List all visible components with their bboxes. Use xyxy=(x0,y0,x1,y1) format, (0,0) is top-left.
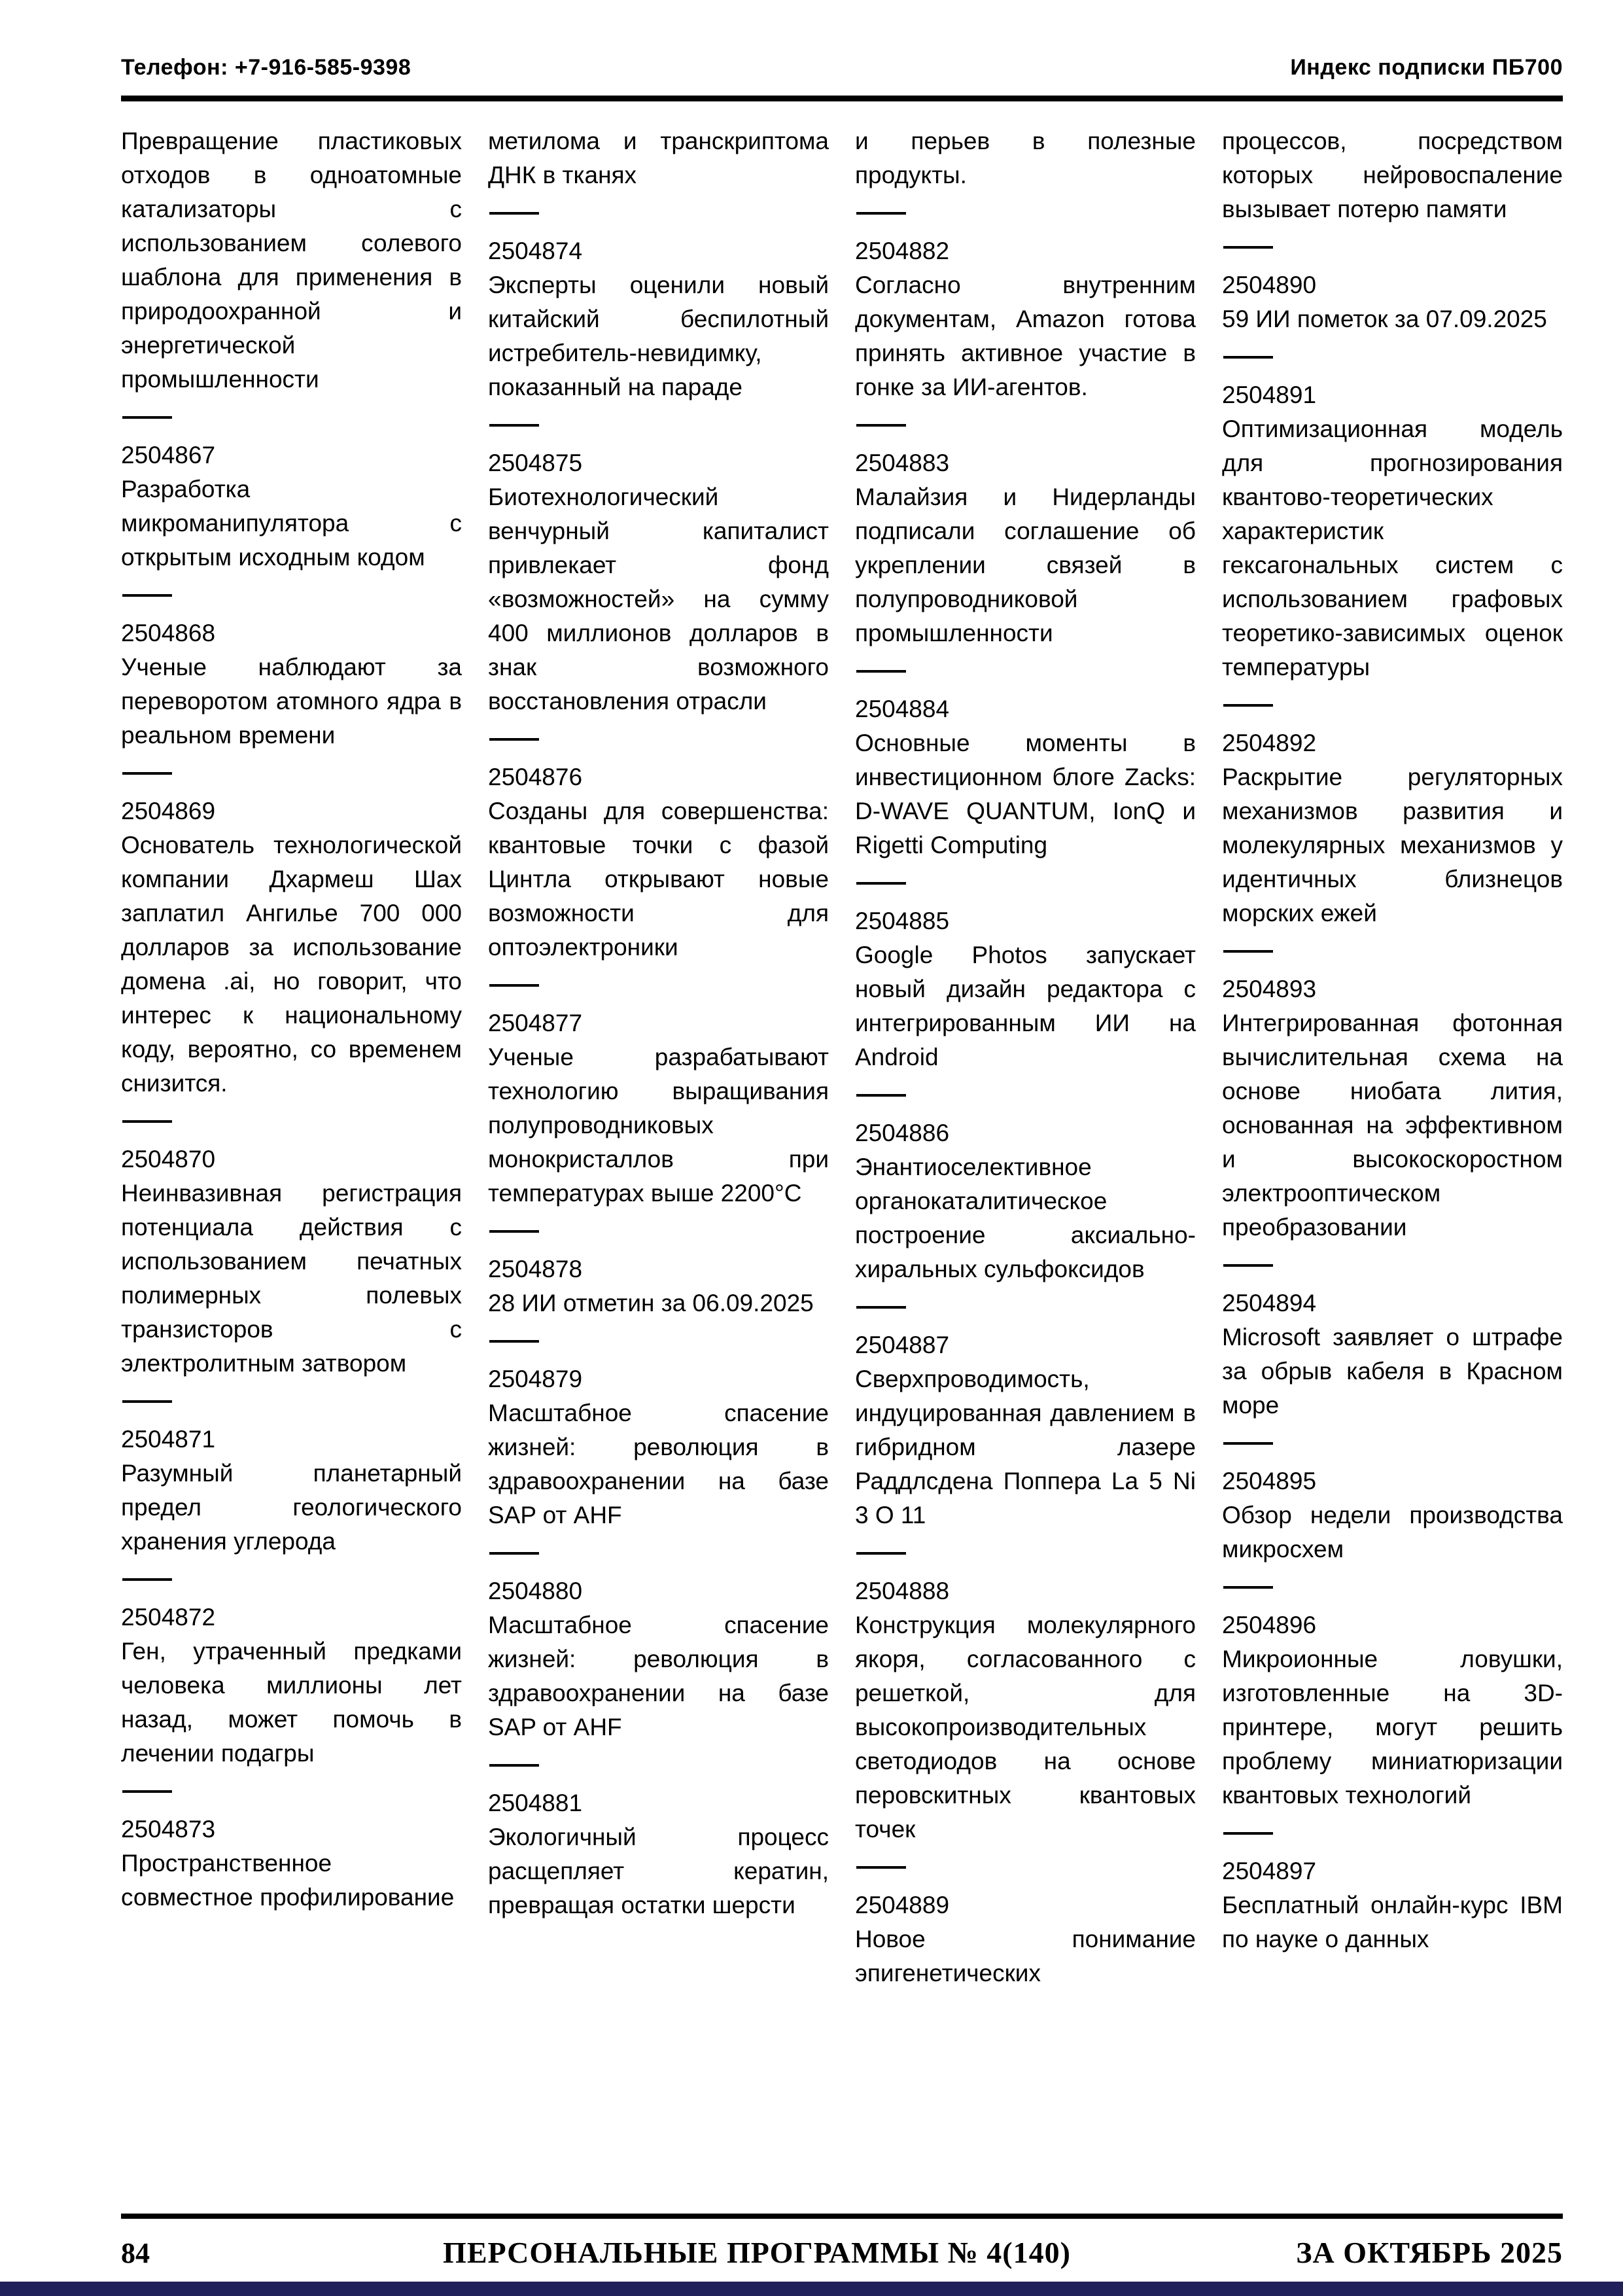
entry-separator xyxy=(122,416,172,419)
entry-id: 2504893 xyxy=(1222,976,1317,1002)
entry-id: 2504895 xyxy=(1222,1468,1317,1494)
entry-id: 2504870 xyxy=(121,1146,216,1173)
entry-title: Бесплатный онлайн-курс IBM по науке о данных xyxy=(1222,1892,1563,1952)
entry-separator xyxy=(489,1552,539,1555)
entry-title: 59 ИИ пометок за 07.09.2025 xyxy=(1222,306,1547,332)
entry-separator xyxy=(489,1230,539,1233)
entry-id: 2504888 xyxy=(855,1578,950,1604)
entry-continuation-text: процессов, посредством которых нейровоспаление вызывает потерю памяти xyxy=(1222,128,1563,222)
phone-label: Телефон: +7-916-585-9398 xyxy=(121,55,411,80)
bottom-edge-bar xyxy=(0,2282,1623,2296)
entry-title: Ученые разрабатывают технологию выращивания полупроводниковых монокристаллов при температурах выше 2200°C xyxy=(488,1044,829,1207)
entry-title: Конструкция молекулярного якоря, согласованного с решеткой, для высокопроизводительных светодиодов на основе перовскитных квантовых точек xyxy=(855,1612,1196,1843)
header-rule xyxy=(121,96,1563,101)
entry-separator xyxy=(856,424,906,427)
entry-id: 2504889 xyxy=(855,1892,950,1918)
entry-title: Биотехнологический венчурный капиталист привлекает фонд «возможностей» на сумму 400 миллионов долларов в знак возможного восстановления отрасли xyxy=(488,484,829,715)
entry-separator xyxy=(1223,356,1273,359)
entry-title: Разумный планетарный предел геологического хранения углерода xyxy=(121,1460,462,1555)
entry-id: 2504892 xyxy=(1222,730,1317,756)
entry-separator xyxy=(856,1866,906,1869)
entry-title: Основные моменты в инвестиционном блоге Zacks: D-WAVE QUANTUM, IonQ и Rigetti Computing xyxy=(855,730,1196,858)
entry-id: 2504875 xyxy=(488,450,583,476)
entry-id: 2504877 xyxy=(488,1010,583,1036)
entry-separator xyxy=(489,212,539,215)
entry-title: Основатель технологической компании Дхармеш Шах заплатил Ангилье 700 000 долларов за использование домена .ai, но говорит, что интерес к национальному коду, вероятно, со временем снизится. xyxy=(121,832,462,1097)
entry-title: Созданы для совершенства: квантовые точки с фазой Цинтла открывают новые возможности для оптоэлектроники xyxy=(488,798,829,961)
entry-continuation-text: метилома и транскриптома ДНК в тканях xyxy=(488,128,829,188)
entry-separator xyxy=(1223,246,1273,249)
entry-separator xyxy=(1223,950,1273,953)
issue-label: ЗА ОКТЯБРЬ 2025 xyxy=(1296,2236,1563,2269)
journal-title: ПЕРСОНАЛЬНЫЕ ПРОГРАММЫ № 4(140) xyxy=(443,2236,1071,2269)
entry-id: 2504884 xyxy=(855,696,950,722)
entry-separator xyxy=(1223,1586,1273,1589)
entry-title: Новое понимание эпигенетических xyxy=(855,1926,1196,1987)
entry-separator xyxy=(489,424,539,427)
footer-rule xyxy=(121,2214,1563,2219)
entry-title: Масштабное спасение жизней: революция в здравоохранении на базе SAP от AHF xyxy=(488,1612,829,1740)
entry-separator xyxy=(122,1790,172,1793)
entry-separator xyxy=(856,212,906,215)
entry-title: Интегрированная фотонная вычислительная схема на основе ниобата лития, основанная на эффективном и высокоскоростном электрооптическом преобразовании xyxy=(1222,1010,1563,1241)
page-header xyxy=(121,55,1563,80)
entry-separator xyxy=(489,984,539,987)
entry-separator xyxy=(122,1578,172,1581)
entry-title: 28 ИИ отметин за 06.09.2025 xyxy=(488,1290,814,1316)
entry-id: 2504887 xyxy=(855,1332,950,1358)
entry-continuation-text: и перьев в полезные продукты. xyxy=(855,128,1196,188)
entry-separator xyxy=(122,1120,172,1123)
entry-title: Энантиоселективное органокаталитическое построение аксиально-хиральных сульфоксидов xyxy=(855,1154,1196,1282)
entry-id: 2504874 xyxy=(488,238,583,264)
entry-separator xyxy=(856,882,906,885)
entry-id: 2504869 xyxy=(121,798,216,824)
entry-id: 2504868 xyxy=(121,620,216,646)
entry-separator xyxy=(856,670,906,673)
entry-separator xyxy=(856,1094,906,1097)
entry-id: 2504896 xyxy=(1222,1612,1317,1638)
entry-id: 2504885 xyxy=(855,908,950,934)
entry-separator xyxy=(122,594,172,597)
entry-separator xyxy=(489,1340,539,1343)
entry-title: Microsoft заявляет о штрафе за обрыв кабеля в Красном море xyxy=(1222,1324,1563,1419)
entry-title: Ученые наблюдают за переворотом атомного ядра в реальном времени xyxy=(121,654,462,749)
column-2 xyxy=(488,124,829,2210)
entry-title: Малайзия и Нидерланды подписали соглашение об укреплении связей в полупроводниковой промышленности xyxy=(855,484,1196,646)
entry-separator xyxy=(1223,1264,1273,1267)
entry-separator xyxy=(856,1552,906,1555)
entry-id: 2504867 xyxy=(121,442,216,468)
entry-title: Обзор недели производства микросхем xyxy=(1222,1502,1563,1563)
entry-id: 2504876 xyxy=(488,764,583,790)
entry-separator xyxy=(122,1400,172,1403)
content-columns xyxy=(121,124,1563,2210)
entry-title: Экологичный процесс расщепляет кератин, превращая остатки шерсти xyxy=(488,1824,829,1918)
entry-separator xyxy=(1223,704,1273,707)
entry-id: 2504897 xyxy=(1222,1858,1317,1884)
column-3 xyxy=(855,124,1196,2210)
entry-separator xyxy=(1223,1832,1273,1835)
entry-title: Пространственное совместное профилирование xyxy=(121,1850,455,1911)
entry-id: 2504878 xyxy=(488,1256,583,1282)
entry-id: 2504883 xyxy=(855,450,950,476)
entry-id: 2504890 xyxy=(1222,272,1317,298)
subscription-index-label: Индекс подписки ПБ700 xyxy=(1290,55,1563,80)
entry-title: Неинвазивная регистрация потенциала действия с использованием печатных полимерных полевых транзисторов с электролитным затвором xyxy=(121,1180,462,1377)
entry-title: Google Photos запускает новый дизайн редактора с интегрированным ИИ на Android xyxy=(855,942,1196,1070)
entry-title: Ген, утраченный предками человека миллионы лет назад, может помочь в лечении подагры xyxy=(121,1638,462,1767)
column-4 xyxy=(1222,124,1563,2210)
entry-id: 2504872 xyxy=(121,1604,216,1631)
page-number: 84 xyxy=(121,2237,150,2269)
entry-title: Раскрытие регуляторных механизмов развития и молекулярных механизмов у идентичных близнецов морских ежей xyxy=(1222,764,1563,927)
entry-title: Эксперты оценили новый китайский беспилотный истребитель-невидимку, показанный на параде xyxy=(488,272,829,400)
entry-title: Разработка микроманипулятора с открытым исходным кодом xyxy=(121,476,462,571)
entry-id: 2504881 xyxy=(488,1790,583,1816)
page-footer xyxy=(121,2235,1563,2270)
entry-id: 2504873 xyxy=(121,1816,216,1843)
entry-id: 2504891 xyxy=(1222,381,1317,408)
entry-title: Оптимизационная модель для прогнозирования квантово-теоретических характеристик гексагональных систем с использованием графовых теоретико-зависимых оценок температуры xyxy=(1222,415,1563,680)
entry-title: Согласно внутренним документам, Amazon готова принять активное участие в гонке за ИИ-агентов. xyxy=(855,272,1196,400)
entry-id: 2504880 xyxy=(488,1578,583,1604)
column-1 xyxy=(121,124,462,2210)
entry-id: 2504871 xyxy=(121,1426,216,1453)
entry-separator xyxy=(856,1306,906,1309)
entry-continuation-text: Превращение пластиковых отходов в одноатомные катализаторы с использованием солевого шаблона для применения в природоохранной и энергетической промышленности xyxy=(121,128,462,393)
entry-id: 2504886 xyxy=(855,1120,950,1146)
entry-title: Сверхпроводимость, индуцированная давлением в гибридном лазере Раддлсдена Поппера La 5 Ni 3 O 11 xyxy=(855,1366,1196,1528)
entry-separator xyxy=(1223,1442,1273,1445)
entry-title: Микроионные ловушки, изготовленные на 3D-принтере, могут решить проблему миниатюризации квантовых технологий xyxy=(1222,1646,1563,1809)
entry-title: Масштабное спасение жизней: революция в здравоохранении на базе SAP от AHF xyxy=(488,1400,829,1528)
entry-separator xyxy=(122,772,172,775)
entry-id: 2504879 xyxy=(488,1366,583,1392)
entry-separator xyxy=(489,738,539,741)
entry-id: 2504894 xyxy=(1222,1290,1317,1316)
entry-separator xyxy=(489,1764,539,1767)
entry-id: 2504882 xyxy=(855,238,950,264)
